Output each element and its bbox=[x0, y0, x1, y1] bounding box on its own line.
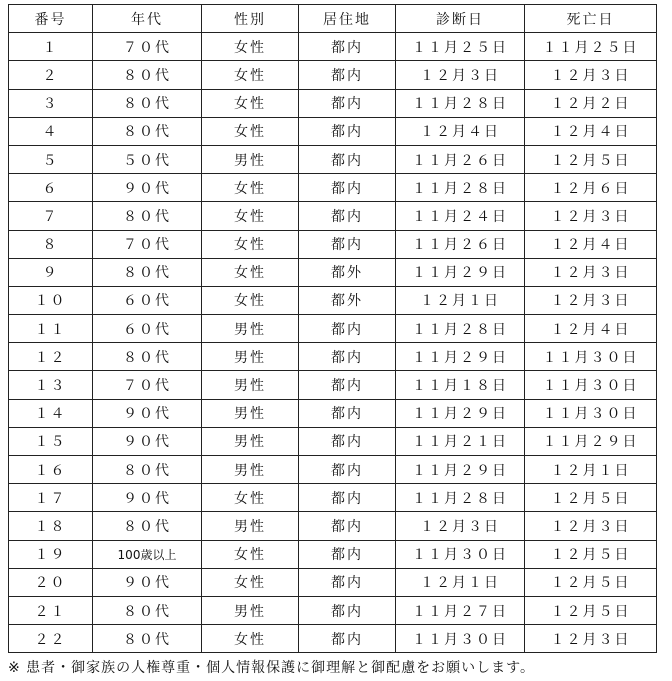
cell-sex: 女性 bbox=[202, 625, 299, 653]
cell-sex: 男性 bbox=[202, 596, 299, 624]
cell-diagnosis-date: １１月３０日 bbox=[396, 540, 525, 568]
cell-sex: 男性 bbox=[202, 145, 299, 173]
cell-age-group: ９０代 bbox=[93, 399, 202, 427]
cell-diagnosis-date: １１月２８日 bbox=[396, 315, 525, 343]
cell-diagnosis-date: １１月２９日 bbox=[396, 399, 525, 427]
cell-death-date: １１月３０日 bbox=[525, 399, 657, 427]
table-row bbox=[9, 596, 657, 624]
cell-death-date: １２月５日 bbox=[525, 484, 657, 512]
cell-death-date: １２月６日 bbox=[525, 174, 657, 202]
cell-number: １６ bbox=[9, 456, 93, 484]
cell-age-group: ８０代 bbox=[93, 512, 202, 540]
table-row bbox=[9, 89, 657, 117]
footnote: ※ 患者・御家族の人権尊重・個人情報保護に御理解と御配慮をお願いします。 bbox=[8, 660, 536, 676]
cell-residence: 都外 bbox=[299, 286, 396, 314]
cell-number: ２０ bbox=[9, 568, 93, 596]
table-row bbox=[9, 399, 657, 427]
cell-diagnosis-date: １１月１８日 bbox=[396, 371, 525, 399]
cell-death-date: １２月５日 bbox=[525, 568, 657, 596]
cell-death-date: １１月２５日 bbox=[525, 33, 657, 61]
cell-diagnosis-date: １１月２８日 bbox=[396, 484, 525, 512]
table-row bbox=[9, 512, 657, 540]
cell-number: １３ bbox=[9, 371, 93, 399]
table-header bbox=[9, 5, 657, 33]
cell-death-date: １２月３日 bbox=[525, 202, 657, 230]
cell-diagnosis-date: １１月２４日 bbox=[396, 202, 525, 230]
cell-number: ８ bbox=[9, 230, 93, 258]
cell-age-group: 100歳以上 bbox=[93, 540, 202, 568]
cell-residence: 都内 bbox=[299, 343, 396, 371]
cell-residence: 都内 bbox=[299, 484, 396, 512]
cell-number: １７ bbox=[9, 484, 93, 512]
deaths-table bbox=[8, 4, 657, 653]
header-row bbox=[9, 5, 657, 33]
cell-sex: 女性 bbox=[202, 540, 299, 568]
cell-age-group: ８０代 bbox=[93, 343, 202, 371]
cell-age-group: ９０代 bbox=[93, 484, 202, 512]
cell-residence: 都内 bbox=[299, 145, 396, 173]
cell-death-date: １１月３０日 bbox=[525, 371, 657, 399]
cell-number: １１ bbox=[9, 315, 93, 343]
cell-age-group: ９０代 bbox=[93, 427, 202, 455]
cell-residence: 都内 bbox=[299, 89, 396, 117]
cell-diagnosis-date: １１月２１日 bbox=[396, 427, 525, 455]
table-row bbox=[9, 61, 657, 89]
cell-death-date: １１月３０日 bbox=[525, 343, 657, 371]
table-row bbox=[9, 258, 657, 286]
cell-death-date: １２月２日 bbox=[525, 89, 657, 117]
cell-age-group: ８０代 bbox=[93, 202, 202, 230]
cell-number: １９ bbox=[9, 540, 93, 568]
cell-age-group: ８０代 bbox=[93, 625, 202, 653]
cell-residence: 都内 bbox=[299, 202, 396, 230]
cell-number: １８ bbox=[9, 512, 93, 540]
header-number: 番号 bbox=[9, 5, 93, 33]
cell-residence: 都内 bbox=[299, 117, 396, 145]
cell-sex: 女性 bbox=[202, 33, 299, 61]
cell-age-group: ９０代 bbox=[93, 568, 202, 596]
cell-sex: 男性 bbox=[202, 456, 299, 484]
cell-age-group: ８０代 bbox=[93, 117, 202, 145]
table-row bbox=[9, 174, 657, 202]
cell-residence: 都内 bbox=[299, 427, 396, 455]
cell-death-date: １１月２９日 bbox=[525, 427, 657, 455]
table-row bbox=[9, 456, 657, 484]
cell-death-date: １２月４日 bbox=[525, 117, 657, 145]
header-sex: 性別 bbox=[202, 5, 299, 33]
cell-residence: 都内 bbox=[299, 456, 396, 484]
table-row bbox=[9, 568, 657, 596]
header-residence: 居住地 bbox=[299, 5, 396, 33]
cell-number: ５ bbox=[9, 145, 93, 173]
cell-sex: 女性 bbox=[202, 61, 299, 89]
cell-diagnosis-date: １１月２９日 bbox=[396, 258, 525, 286]
cell-age-group: ８０代 bbox=[93, 456, 202, 484]
header-diagnosis-date: 診断日 bbox=[396, 5, 525, 33]
cell-sex: 男性 bbox=[202, 343, 299, 371]
cell-sex: 男性 bbox=[202, 512, 299, 540]
cell-death-date: １２月４日 bbox=[525, 315, 657, 343]
header-age-group: 年代 bbox=[93, 5, 202, 33]
cell-residence: 都外 bbox=[299, 258, 396, 286]
cell-sex: 男性 bbox=[202, 371, 299, 399]
cell-diagnosis-date: １１月２９日 bbox=[396, 343, 525, 371]
cell-diagnosis-date: １１月２８日 bbox=[396, 89, 525, 117]
cell-sex: 男性 bbox=[202, 315, 299, 343]
cell-sex: 女性 bbox=[202, 568, 299, 596]
cell-sex: 女性 bbox=[202, 174, 299, 202]
cell-number: １２ bbox=[9, 343, 93, 371]
cell-residence: 都内 bbox=[299, 371, 396, 399]
cell-sex: 女性 bbox=[202, 258, 299, 286]
header-death-date: 死亡日 bbox=[525, 5, 657, 33]
cell-age-group: ７０代 bbox=[93, 230, 202, 258]
cell-residence: 都内 bbox=[299, 230, 396, 258]
cell-sex: 女性 bbox=[202, 286, 299, 314]
cell-number: ４ bbox=[9, 117, 93, 145]
cell-residence: 都内 bbox=[299, 61, 396, 89]
cell-diagnosis-date: １１月３０日 bbox=[396, 625, 525, 653]
cell-residence: 都内 bbox=[299, 399, 396, 427]
table-row bbox=[9, 230, 657, 258]
cell-sex: 女性 bbox=[202, 484, 299, 512]
cell-residence: 都内 bbox=[299, 33, 396, 61]
cell-diagnosis-date: １２月１日 bbox=[396, 568, 525, 596]
cell-age-group: ８０代 bbox=[93, 89, 202, 117]
table-row bbox=[9, 540, 657, 568]
cell-age-group: ８０代 bbox=[93, 596, 202, 624]
cell-number: １４ bbox=[9, 399, 93, 427]
cell-residence: 都内 bbox=[299, 174, 396, 202]
cell-sex: 女性 bbox=[202, 89, 299, 117]
cell-death-date: １２月３日 bbox=[525, 286, 657, 314]
cell-diagnosis-date: １１月２７日 bbox=[396, 596, 525, 624]
cell-sex: 女性 bbox=[202, 202, 299, 230]
cell-sex: 男性 bbox=[202, 399, 299, 427]
cell-age-group: ８０代 bbox=[93, 61, 202, 89]
cell-diagnosis-date: １２月１日 bbox=[396, 286, 525, 314]
cell-age-group: ６０代 bbox=[93, 286, 202, 314]
cell-number: ７ bbox=[9, 202, 93, 230]
table-row bbox=[9, 117, 657, 145]
cell-death-date: １２月５日 bbox=[525, 145, 657, 173]
cell-residence: 都内 bbox=[299, 568, 396, 596]
table-body bbox=[9, 33, 657, 653]
cell-diagnosis-date: １２月３日 bbox=[396, 512, 525, 540]
cell-death-date: １２月４日 bbox=[525, 230, 657, 258]
table-row bbox=[9, 343, 657, 371]
cell-sex: 女性 bbox=[202, 117, 299, 145]
cell-death-date: １２月３日 bbox=[525, 61, 657, 89]
cell-age-group: ６０代 bbox=[93, 315, 202, 343]
cell-sex: 男性 bbox=[202, 427, 299, 455]
cell-residence: 都内 bbox=[299, 540, 396, 568]
cell-age-group: ５０代 bbox=[93, 145, 202, 173]
table-row bbox=[9, 625, 657, 653]
cell-sex: 女性 bbox=[202, 230, 299, 258]
cell-age-group: ７０代 bbox=[93, 33, 202, 61]
cell-diagnosis-date: １１月２６日 bbox=[396, 145, 525, 173]
cell-age-group: ９０代 bbox=[93, 174, 202, 202]
cell-number: ２１ bbox=[9, 596, 93, 624]
cell-diagnosis-date: １２月４日 bbox=[396, 117, 525, 145]
table-row bbox=[9, 427, 657, 455]
cell-number: １ bbox=[9, 33, 93, 61]
table-row bbox=[9, 371, 657, 399]
cell-age-group: ８０代 bbox=[93, 258, 202, 286]
cell-number: １０ bbox=[9, 286, 93, 314]
cell-death-date: １２月３日 bbox=[525, 512, 657, 540]
cell-number: ９ bbox=[9, 258, 93, 286]
cell-number: ３ bbox=[9, 89, 93, 117]
cell-death-date: １２月５日 bbox=[525, 540, 657, 568]
cell-diagnosis-date: １１月２５日 bbox=[396, 33, 525, 61]
cell-death-date: １２月５日 bbox=[525, 596, 657, 624]
cell-residence: 都内 bbox=[299, 625, 396, 653]
cell-number: ２２ bbox=[9, 625, 93, 653]
cell-death-date: １２月３日 bbox=[525, 258, 657, 286]
table-row bbox=[9, 145, 657, 173]
cell-diagnosis-date: １１月２８日 bbox=[396, 174, 525, 202]
cell-diagnosis-date: １１月２６日 bbox=[396, 230, 525, 258]
cell-diagnosis-date: １１月２９日 bbox=[396, 456, 525, 484]
table-row bbox=[9, 484, 657, 512]
table-row bbox=[9, 315, 657, 343]
cell-residence: 都内 bbox=[299, 315, 396, 343]
cell-number: ２ bbox=[9, 61, 93, 89]
table-row bbox=[9, 286, 657, 314]
cell-residence: 都内 bbox=[299, 596, 396, 624]
cell-diagnosis-date: １２月３日 bbox=[396, 61, 525, 89]
cell-residence: 都内 bbox=[299, 512, 396, 540]
cell-number: １５ bbox=[9, 427, 93, 455]
cell-number: ６ bbox=[9, 174, 93, 202]
table-row bbox=[9, 202, 657, 230]
cell-death-date: １２月３日 bbox=[525, 625, 657, 653]
table-row bbox=[9, 33, 657, 61]
cell-age-group: ７０代 bbox=[93, 371, 202, 399]
cell-death-date: １２月１日 bbox=[525, 456, 657, 484]
